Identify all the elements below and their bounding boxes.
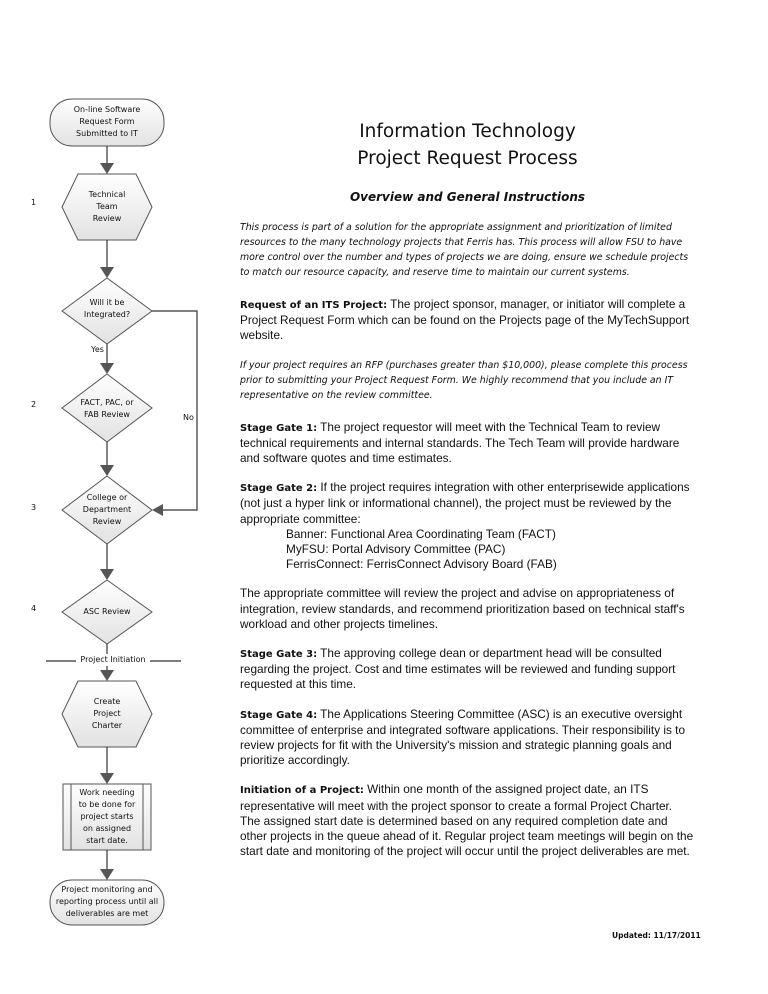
technical-review-label: Technical Team Review (88, 190, 126, 223)
gate4-paragraph (240, 707, 695, 769)
integration-decision-label: Will it be Integrated? (83, 298, 131, 319)
page-subtitle: Overview and General Instructions (349, 190, 586, 204)
college-review-label: College or Department Review (82, 493, 132, 526)
create-charter-label: Create Project Charter (91, 697, 123, 730)
end-terminal-label: Project monitoring and reporting process until all deliverables are met (55, 885, 159, 918)
gate2-text: If the project requires integration with other enterprisewide applications (not just a hyper link or informational channel), the project must be reviewed by the appropriate committee: (240, 480, 690, 526)
updated-date: Updated: 11/17/2011 (612, 931, 701, 940)
asc-review-label: ASC Review (83, 607, 131, 616)
phase-divider-label: Project Initiation (76, 654, 150, 666)
committee-item: MyFSU: Portal Advisory Committee (PAC) (286, 542, 506, 557)
yes-label: Yes (91, 345, 104, 354)
gate3-paragraph (240, 646, 695, 693)
committee-item: Banner: Functional Area Coordinating Team (FACT) (286, 526, 556, 541)
no-label: No (183, 413, 194, 422)
instructions-body (240, 220, 695, 873)
work-needing-label: Work needing to be done for project starts on assigned start date. (78, 788, 136, 845)
gate1-heading: Stage Gate 1: (240, 422, 318, 434)
gate4-text: The Applications Steering Committee (ASC) is an executive oversight committee of enterprise and integrated software applications. Their responsibility is to review projects for fit with the University's mission and strategic planning goals and prioritize accordingly. (240, 706, 686, 768)
step-number-1: 1 (31, 198, 37, 207)
start-terminal-label: On-line Software Request Form Submitted to IT (73, 105, 141, 138)
gate1-paragraph (240, 420, 695, 467)
gate4-heading: Stage Gate 4: (240, 709, 318, 721)
gate2-heading: Stage Gate 2: (240, 483, 318, 495)
committee-review-label: FACT, PAC, or FAB Review (80, 398, 134, 419)
step-number-2: 2 (31, 400, 37, 409)
gate1-text: The project requestor will meet with the Technical Team to review technical requirements and internal standards. The Tech Team will provide hardware and software quotes and time estimates. (240, 419, 680, 466)
initiation-paragraph (240, 782, 695, 859)
page-title-line-2: Project Request Process (357, 148, 578, 169)
request-paragraph (240, 297, 695, 344)
committee-item: FerrisConnect: FerrisConnect Advisory Board (FAB) (286, 557, 557, 572)
request-heading: Request of an ITS Project: (240, 300, 388, 311)
step-number-3: 3 (31, 503, 37, 512)
page-title-line-1: Information Technology (359, 121, 576, 142)
gate2-paragraph (240, 480, 695, 572)
step-number-4: 4 (31, 604, 37, 613)
committee-list (240, 527, 695, 573)
page-title (300, 118, 635, 172)
request-text: The project sponsor, manager, or initiator will complete a Project Request Form which can be found on the Projects page of the MyTechSupport website. (240, 297, 690, 343)
initiation-heading: Initiation of a Project: (240, 785, 364, 797)
rfp-note: If your project requires an RFP (purchases greater than $10,000), please complete this process prior to submitting your Project Request Form. We highly recommend that you include an IT representative on the review committee. (240, 359, 688, 401)
initiation-text: Within one month of the assigned project date, an ITS representative will meet with the project sponsor to create a formal Project Charter. The assigned start date is determined based on any required completion date and other projects in the queue ahead of it. Regular project team meetings will begin on the start date and monitoring of the project will occur until the project deliverables are met. (240, 782, 694, 859)
gate3-text: The approving college dean or department head will be consulted regarding the project. Cost and time estimates will be reviewed and funding support requested at this time. (240, 646, 676, 692)
committee-paragraph: The appropriate committee will review the project and advise on appropriateness of integration, review standards, and recommend prioritization based on technical staff's workload and other projects timelines. (240, 586, 685, 631)
gate3-heading: Stage Gate 3: (240, 649, 318, 661)
intro-paragraph: This process is part of a solution for the appropriate assignment and prioritization of limited resources to the many technology projects that Ferris has. This process will allow FSU to have more control over the number and types of projects we are doing, ensure we schedule projects to match our resource capacity, and reserve time to maintain our current systems. (240, 222, 689, 278)
